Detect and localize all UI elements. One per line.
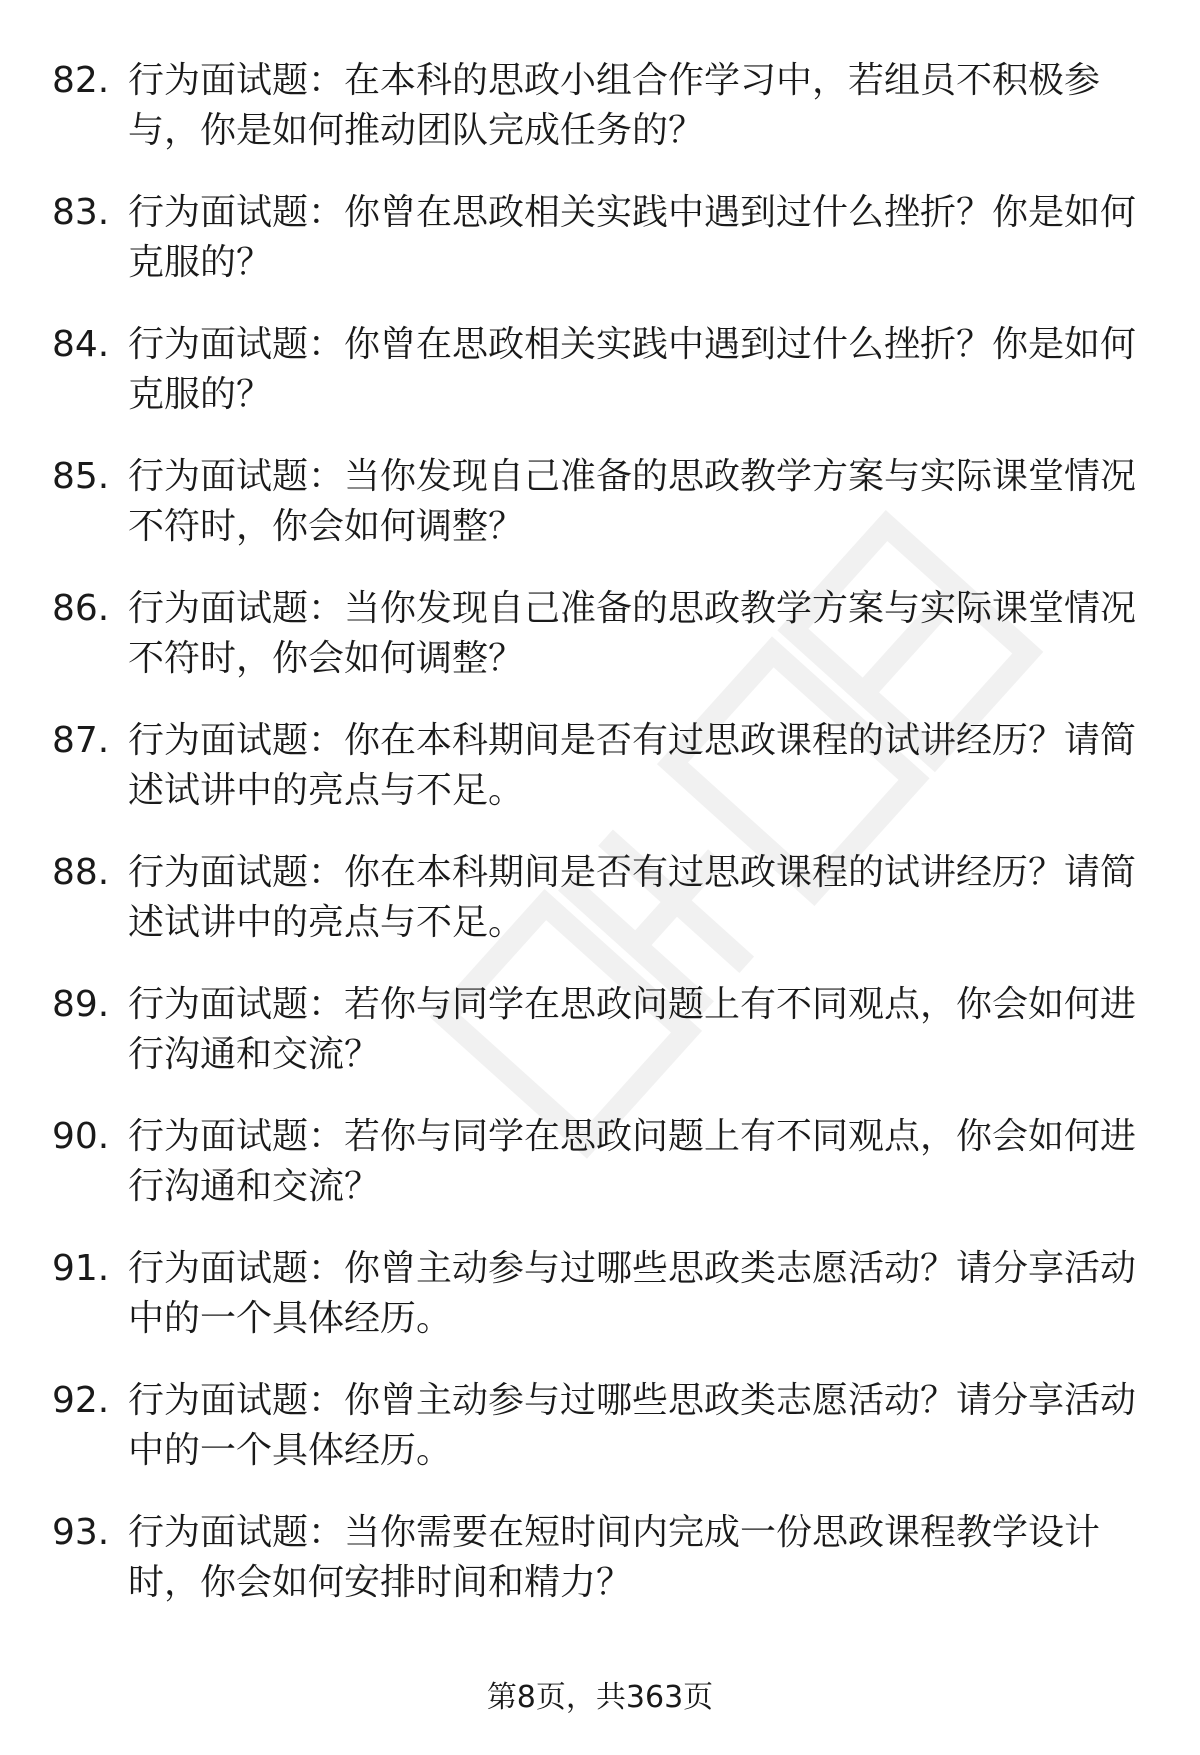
question-item <box>52 56 1152 188</box>
question-number: 82. <box>52 60 110 101</box>
question-list <box>52 56 1152 1640</box>
question-item <box>52 980 1152 1112</box>
question-text: 行为面试题：你曾在思政相关实践中遇到过什么挫折？你是如何克服的？ <box>128 324 1137 415</box>
question-text: 行为面试题：当你发现自己准备的思政教学方案与实际课堂情况不符时，你会如何调整？ <box>128 588 1137 679</box>
question-number: 86. <box>52 588 110 629</box>
question-item <box>52 584 1152 716</box>
question-number: 89. <box>52 984 110 1025</box>
question-item <box>52 188 1152 320</box>
question-text: 行为面试题：在本科的思政小组合作学习中，若组员不积极参与，你是如何推动团队完成任务的？ <box>128 60 1101 151</box>
question-text: 行为面试题：当你需要在短时间内完成一份思政课程教学设计时，你会如何安排时间和精力？ <box>128 1512 1101 1603</box>
question-number: 90. <box>52 1116 110 1157</box>
question-item <box>52 1508 1152 1640</box>
question-text: 行为面试题：若你与同学在思政问题上有不同观点，你会如何进行沟通和交流？ <box>128 1116 1137 1207</box>
question-text: 行为面试题：你曾在思政相关实践中遇到过什么挫折？你是如何克服的？ <box>128 192 1137 283</box>
question-item <box>52 452 1152 584</box>
page-number-footer: 第8页，共363页 <box>486 1680 714 1715</box>
question-number: 92. <box>52 1380 110 1421</box>
question-item <box>52 716 1152 848</box>
question-text: 行为面试题：你在本科期间是否有过思政课程的试讲经历？请简述试讲中的亮点与不足。 <box>128 852 1137 943</box>
question-item <box>52 320 1152 452</box>
question-text: 行为面试题：你在本科期间是否有过思政课程的试讲经历？请简述试讲中的亮点与不足。 <box>128 720 1137 811</box>
question-item <box>52 1376 1152 1508</box>
question-number: 84. <box>52 324 110 365</box>
question-text: 行为面试题：你曾主动参与过哪些思政类志愿活动？请分享活动中的一个具体经历。 <box>128 1380 1137 1471</box>
question-item <box>52 1112 1152 1244</box>
question-text: 行为面试题：若你与同学在思政问题上有不同观点，你会如何进行沟通和交流？ <box>128 984 1137 1075</box>
question-number: 85. <box>52 456 110 497</box>
question-number: 88. <box>52 852 110 893</box>
question-item <box>52 1244 1152 1376</box>
question-text: 行为面试题：当你发现自己准备的思政教学方案与实际课堂情况不符时，你会如何调整？ <box>128 456 1137 547</box>
question-number: 91. <box>52 1248 110 1289</box>
question-number: 87. <box>52 720 110 761</box>
question-number: 83. <box>52 192 110 233</box>
question-item <box>52 848 1152 980</box>
question-number: 93. <box>52 1512 110 1553</box>
question-text: 行为面试题：你曾主动参与过哪些思政类志愿活动？请分享活动中的一个具体经历。 <box>128 1248 1137 1339</box>
